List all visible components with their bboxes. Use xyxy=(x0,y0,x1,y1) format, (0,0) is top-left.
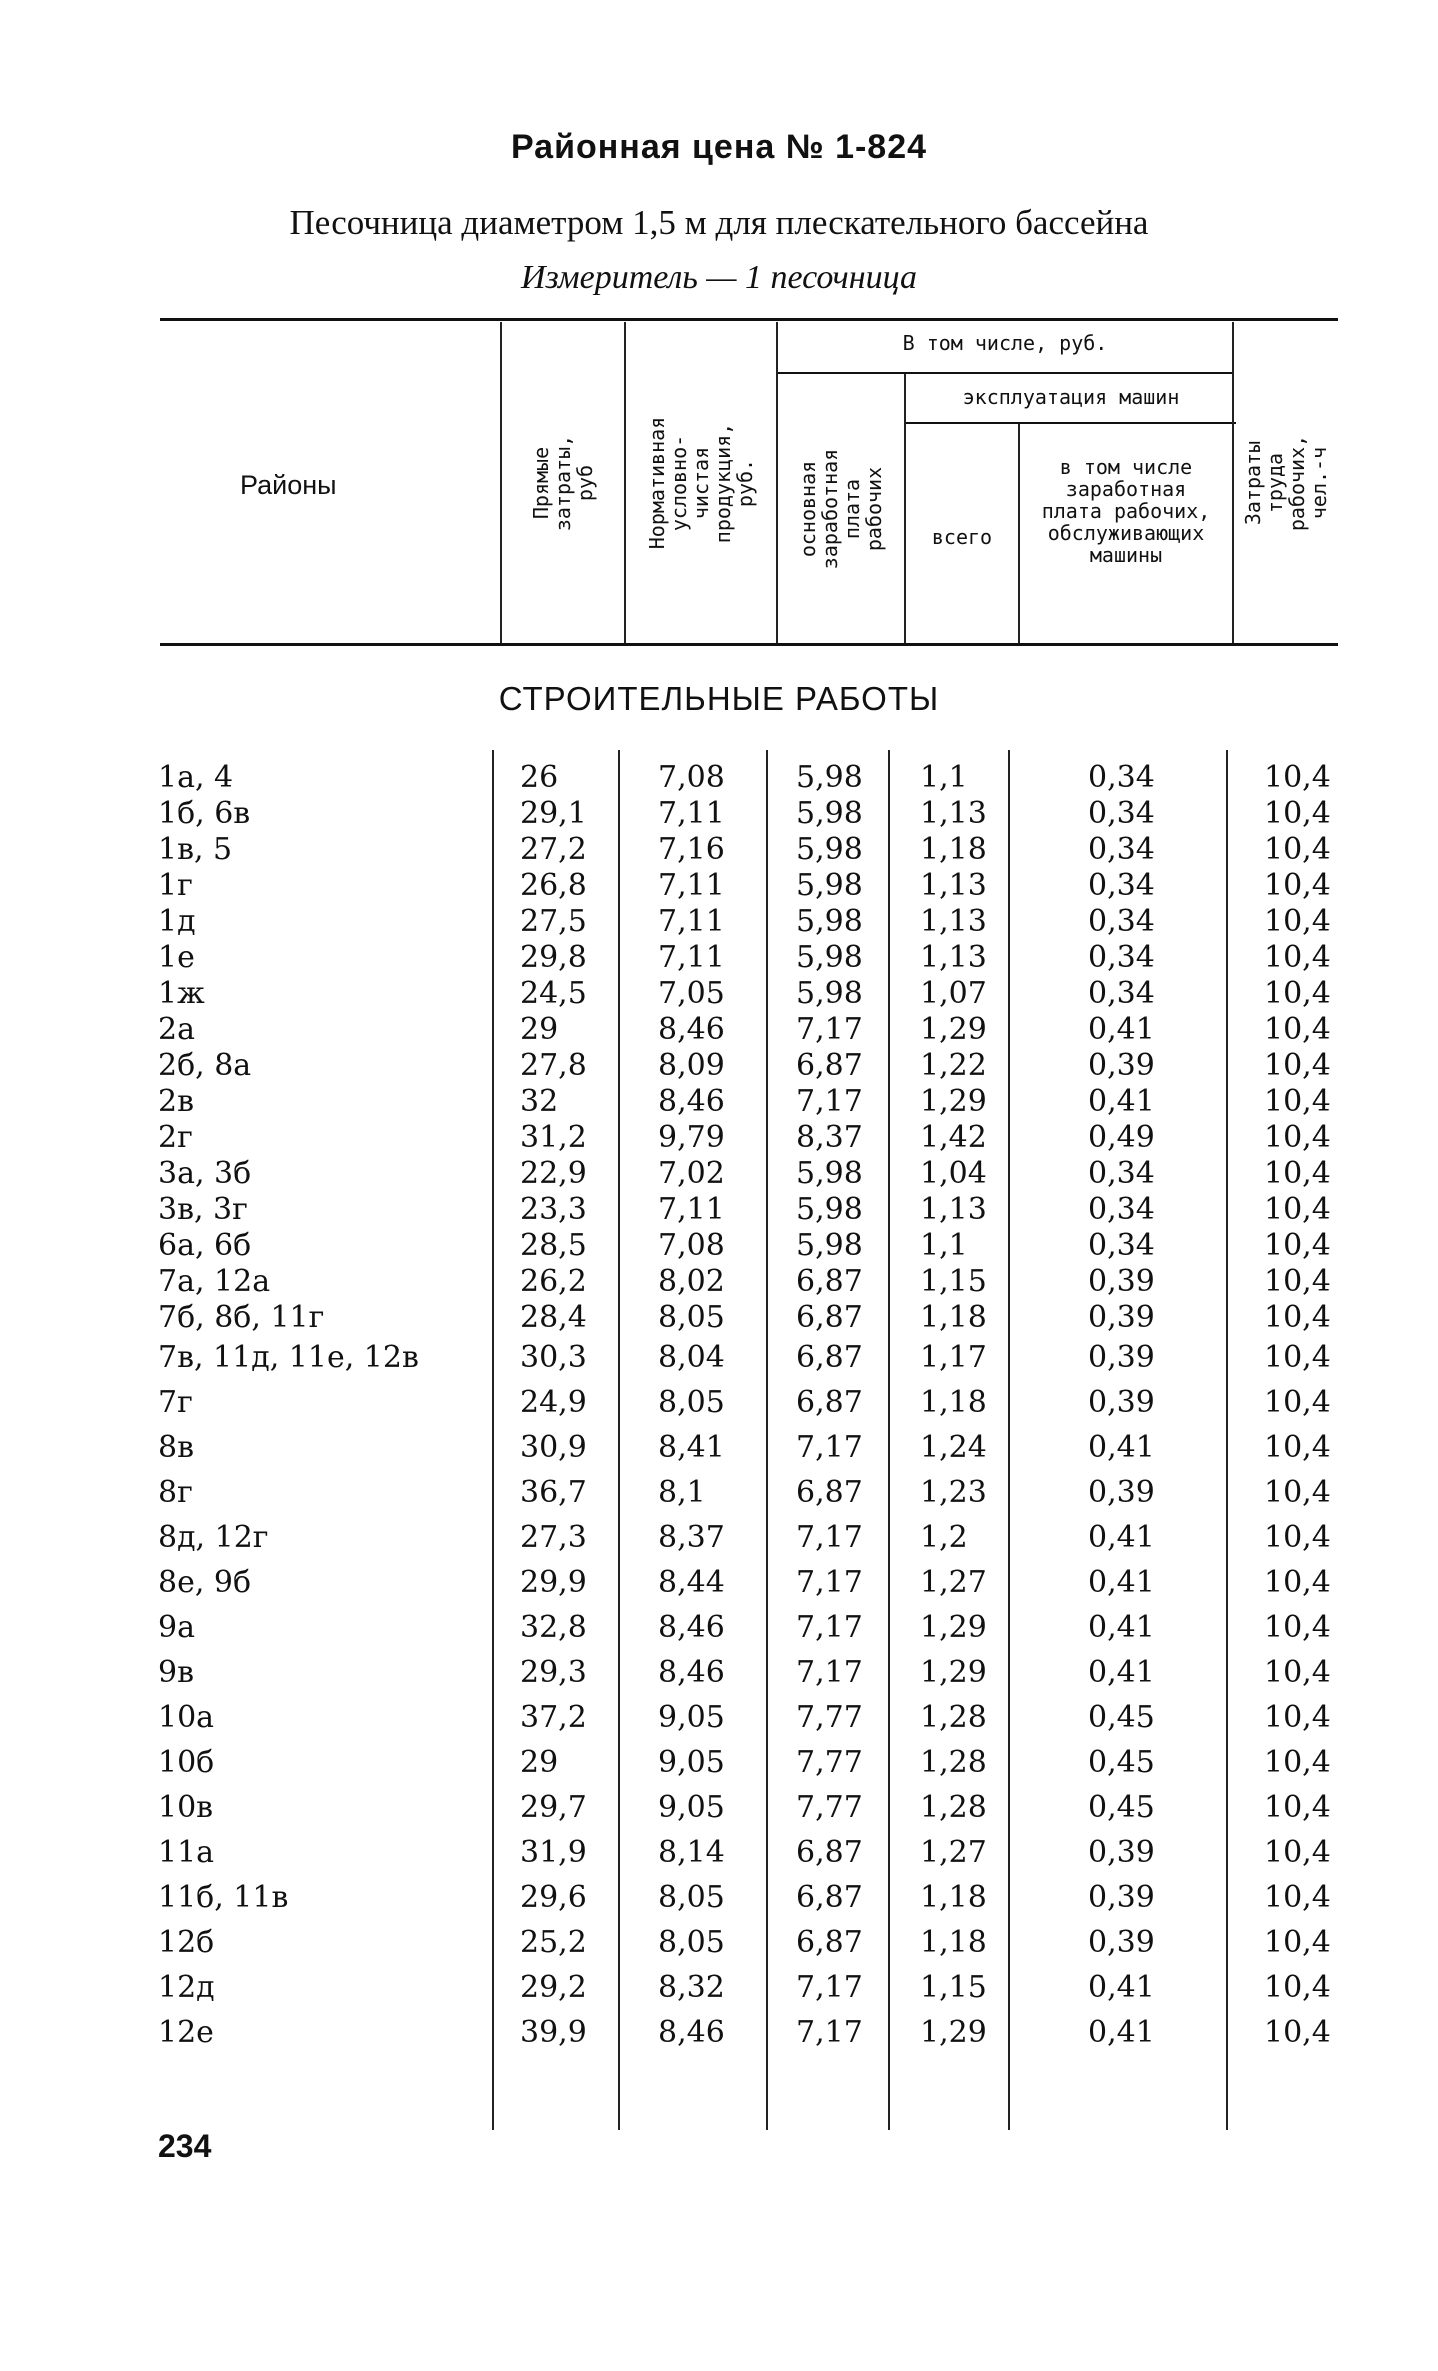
table-row xyxy=(158,1084,1338,1120)
value-cell: 1,24 xyxy=(920,1430,987,1465)
value-cell: 37,2 xyxy=(520,1700,587,1735)
value-cell: 7,16 xyxy=(658,832,725,867)
region-cell: 8в xyxy=(158,1430,194,1465)
region-cell: 1е xyxy=(158,940,195,975)
value-cell: 10,4 xyxy=(1264,1156,1331,1191)
value-cell: 5,98 xyxy=(796,868,863,903)
value-cell: 8,32 xyxy=(658,1970,725,2005)
value-cell: 10,4 xyxy=(1264,1340,1331,1375)
value-cell: 10,4 xyxy=(1264,1192,1331,1227)
value-cell: 27,8 xyxy=(520,1048,587,1083)
table-row xyxy=(158,1651,1338,1696)
table-row xyxy=(158,1426,1338,1471)
value-cell: 10,4 xyxy=(1264,1264,1331,1299)
value-cell: 29,8 xyxy=(520,940,587,975)
normative-header xyxy=(626,324,776,641)
value-cell: 0,39 xyxy=(1088,1925,1155,1960)
price-title: Районная цена № 1-824 xyxy=(510,128,928,166)
region-cell: 8е, 9б xyxy=(158,1565,252,1600)
table-row xyxy=(158,796,1338,832)
value-cell: 0,39 xyxy=(1088,1048,1155,1083)
value-cell: 10,4 xyxy=(1264,1300,1331,1335)
prices-table xyxy=(158,760,1338,2056)
value-cell: 8,46 xyxy=(658,1084,725,1119)
value-cell: 1,1 xyxy=(920,1228,968,1263)
value-cell: 29,2 xyxy=(520,1970,587,2005)
including-header: В том числе, руб. xyxy=(902,331,1108,355)
value-cell: 1,18 xyxy=(920,1880,987,1915)
value-cell: 0,34 xyxy=(1088,760,1155,795)
value-cell: 10,4 xyxy=(1264,904,1331,939)
value-cell: 7,17 xyxy=(796,1565,863,1600)
table-row xyxy=(158,1876,1338,1921)
page-number: 234 xyxy=(158,2128,212,2164)
value-cell: 0,41 xyxy=(1088,1012,1155,1047)
value-cell: 0,34 xyxy=(1088,1156,1155,1191)
value-cell: 1,13 xyxy=(920,1192,987,1227)
value-cell: 6,87 xyxy=(796,1925,863,1960)
region-cell: 12б xyxy=(158,1925,215,1960)
value-cell: 1,15 xyxy=(920,1264,987,1299)
region-cell: 7б, 8б, 11г xyxy=(158,1300,325,1335)
value-cell: 8,37 xyxy=(796,1120,863,1155)
table-row xyxy=(158,1471,1338,1516)
table-row xyxy=(158,2011,1338,2056)
region-cell: 9а xyxy=(158,1610,195,1645)
value-cell: 0,34 xyxy=(1088,832,1155,867)
table-row xyxy=(158,976,1338,1012)
value-cell: 10,4 xyxy=(1264,940,1331,975)
value-cell: 8,05 xyxy=(658,1385,725,1420)
value-cell: 10,4 xyxy=(1264,976,1331,1011)
value-cell: 7,17 xyxy=(796,1655,863,1690)
value-cell: 7,08 xyxy=(658,760,725,795)
value-cell: 7,17 xyxy=(796,1520,863,1555)
table-row xyxy=(158,1228,1338,1264)
value-cell: 7,17 xyxy=(796,1970,863,2005)
value-cell: 10,4 xyxy=(1264,1655,1331,1690)
value-cell: 0,49 xyxy=(1088,1120,1155,1155)
value-cell: 8,46 xyxy=(658,2015,725,2050)
value-cell: 8,05 xyxy=(658,1300,725,1335)
region-cell: 2а xyxy=(158,1012,195,1047)
table-row xyxy=(158,1192,1338,1228)
value-cell: 1,2 xyxy=(920,1520,968,1555)
value-cell: 9,05 xyxy=(658,1745,725,1780)
region-cell: 1д xyxy=(158,904,196,939)
value-cell: 0,41 xyxy=(1088,2015,1155,2050)
labor-label: Затраты труда рабочих, чел.-ч xyxy=(1241,434,1331,531)
value-cell: 24,9 xyxy=(520,1385,587,1420)
value-cell: 26,8 xyxy=(520,868,587,903)
value-cell: 10,4 xyxy=(1264,1565,1331,1600)
value-cell: 10,4 xyxy=(1264,1970,1331,2005)
table-row xyxy=(158,904,1338,940)
region-cell: 1б, 6в xyxy=(158,796,251,831)
value-cell: 8,37 xyxy=(658,1520,725,1555)
value-cell: 0,41 xyxy=(1088,1655,1155,1690)
value-cell: 8,41 xyxy=(658,1430,725,1465)
value-cell: 7,08 xyxy=(658,1228,725,1263)
value-cell: 10,4 xyxy=(1264,1880,1331,1915)
region-cell: 10а xyxy=(158,1700,215,1735)
value-cell: 5,98 xyxy=(796,1228,863,1263)
table-row xyxy=(158,1921,1338,1966)
value-cell: 29 xyxy=(520,1745,559,1780)
value-cell: 6,87 xyxy=(796,1880,863,1915)
base-salary-label: основная заработная плата рабочих xyxy=(796,448,886,569)
table-row xyxy=(158,832,1338,868)
value-cell: 10,4 xyxy=(1264,1048,1331,1083)
value-cell: 7,02 xyxy=(658,1156,725,1191)
table-row xyxy=(158,868,1338,904)
table-row xyxy=(158,1048,1338,1084)
value-cell: 8,46 xyxy=(658,1655,725,1690)
value-cell: 26,2 xyxy=(520,1264,587,1299)
value-cell: 25,2 xyxy=(520,1925,587,1960)
header-top-rule xyxy=(160,318,1338,321)
value-cell: 0,39 xyxy=(1088,1835,1155,1870)
value-cell: 22,9 xyxy=(520,1156,587,1191)
value-cell: 30,9 xyxy=(520,1430,587,1465)
table-row xyxy=(158,1561,1338,1606)
region-cell: 8г xyxy=(158,1475,193,1510)
value-cell: 29,6 xyxy=(520,1880,587,1915)
region-cell: 1г xyxy=(158,868,193,903)
value-cell: 10,4 xyxy=(1264,1475,1331,1510)
value-cell: 29,1 xyxy=(520,796,587,831)
value-cell: 0,41 xyxy=(1088,1610,1155,1645)
value-cell: 29,7 xyxy=(520,1790,587,1825)
value-cell: 7,17 xyxy=(796,1610,863,1645)
table-row xyxy=(158,1786,1338,1831)
value-cell: 1,29 xyxy=(920,2015,987,2050)
table-row xyxy=(158,1381,1338,1426)
value-cell: 6,87 xyxy=(796,1340,863,1375)
table-row xyxy=(158,1264,1338,1300)
region-cell: 9в xyxy=(158,1655,194,1690)
value-cell: 0,41 xyxy=(1088,1084,1155,1119)
incl-salary-header: в том числе заработная плата рабочих, обслуживающих машины xyxy=(1041,455,1211,567)
value-cell: 24,5 xyxy=(520,976,587,1011)
value-cell: 0,45 xyxy=(1088,1745,1155,1780)
value-cell: 10,4 xyxy=(1264,1084,1331,1119)
value-cell: 10,4 xyxy=(1264,1700,1331,1735)
region-cell: 10в xyxy=(158,1790,214,1825)
value-cell: 6,87 xyxy=(796,1475,863,1510)
value-cell: 0,39 xyxy=(1088,1385,1155,1420)
value-cell: 1,15 xyxy=(920,1970,987,2005)
value-cell: 7,17 xyxy=(796,1084,863,1119)
value-cell: 7,11 xyxy=(658,796,725,831)
value-cell: 28,5 xyxy=(520,1228,587,1263)
table-row xyxy=(158,1696,1338,1741)
value-cell: 7,11 xyxy=(658,940,725,975)
table-row xyxy=(158,1516,1338,1561)
value-cell: 0,41 xyxy=(1088,1520,1155,1555)
value-cell: 1,42 xyxy=(920,1120,987,1155)
direct-costs-header xyxy=(502,324,624,641)
value-cell: 1,27 xyxy=(920,1565,987,1600)
table-row xyxy=(158,760,1338,796)
value-cell: 1,23 xyxy=(920,1475,987,1510)
value-cell: 8,05 xyxy=(658,1925,725,1960)
value-cell: 1,28 xyxy=(920,1700,987,1735)
region-cell: 2б, 8а xyxy=(158,1048,252,1083)
value-cell: 0,39 xyxy=(1088,1300,1155,1335)
region-cell: 3в, 3г xyxy=(158,1192,248,1227)
value-cell: 5,98 xyxy=(796,940,863,975)
value-cell: 0,41 xyxy=(1088,1430,1155,1465)
region-cell: 11а xyxy=(158,1835,215,1870)
region-cell: 1ж xyxy=(158,976,205,1011)
region-cell: 7в, 11д, 11е, 12в xyxy=(158,1340,419,1375)
table-row xyxy=(158,1300,1338,1336)
value-cell: 1,13 xyxy=(920,904,987,939)
region-cell: 2в xyxy=(158,1084,194,1119)
value-cell: 0,34 xyxy=(1088,1192,1155,1227)
value-cell: 5,98 xyxy=(796,796,863,831)
region-cell: 12д xyxy=(158,1970,215,2005)
value-cell: 0,41 xyxy=(1088,1565,1155,1600)
value-cell: 1,18 xyxy=(920,1925,987,1960)
value-cell: 1,28 xyxy=(920,1745,987,1780)
value-cell: 0,39 xyxy=(1088,1880,1155,1915)
value-cell: 1,29 xyxy=(920,1084,987,1119)
labor-header xyxy=(1234,324,1338,641)
value-cell: 8,05 xyxy=(658,1880,725,1915)
value-cell: 29,9 xyxy=(520,1565,587,1600)
value-cell: 0,34 xyxy=(1088,1228,1155,1263)
value-cell: 7,17 xyxy=(796,1430,863,1465)
value-cell: 26 xyxy=(520,760,559,795)
region-cell: 3а, 3б xyxy=(158,1156,252,1191)
value-cell: 31,9 xyxy=(520,1835,587,1870)
value-cell: 0,39 xyxy=(1088,1264,1155,1299)
direct-costs-label: Прямые затраты, руб xyxy=(529,434,597,531)
section-title: СТРОИТЕЛЬНЫЕ РАБОТЫ xyxy=(498,680,940,717)
measure-unit: Измеритель — 1 песочница xyxy=(520,259,918,296)
normative-label: Нормативная условно-чистая продукция, руб. xyxy=(645,416,757,549)
value-cell: 7,11 xyxy=(658,904,725,939)
value-cell: 7,17 xyxy=(796,2015,863,2050)
value-cell: 0,41 xyxy=(1088,1970,1155,2005)
value-cell: 6,87 xyxy=(796,1300,863,1335)
value-cell: 7,77 xyxy=(796,1745,863,1780)
value-cell: 36,7 xyxy=(520,1475,587,1510)
header-divider xyxy=(1018,424,1020,643)
value-cell: 7,11 xyxy=(658,1192,725,1227)
value-cell: 1,07 xyxy=(920,976,987,1011)
value-cell: 1,29 xyxy=(920,1610,987,1645)
value-cell: 1,13 xyxy=(920,868,987,903)
value-cell: 32 xyxy=(520,1084,559,1119)
region-cell: 1в, 5 xyxy=(158,832,233,867)
value-cell: 6,87 xyxy=(796,1264,863,1299)
value-cell: 1,28 xyxy=(920,1790,987,1825)
value-cell: 9,05 xyxy=(658,1700,725,1735)
machines-rule xyxy=(906,422,1236,424)
value-cell: 6,87 xyxy=(796,1385,863,1420)
region-cell: 12е xyxy=(158,2015,214,2050)
value-cell: 10,4 xyxy=(1264,2015,1331,2050)
value-cell: 0,34 xyxy=(1088,940,1155,975)
value-cell: 7,17 xyxy=(796,1012,863,1047)
value-cell: 9,05 xyxy=(658,1790,725,1825)
value-cell: 9,79 xyxy=(658,1120,725,1155)
value-cell: 10,4 xyxy=(1264,1520,1331,1555)
value-cell: 7,77 xyxy=(796,1790,863,1825)
value-cell: 0,45 xyxy=(1088,1700,1155,1735)
value-cell: 1,18 xyxy=(920,832,987,867)
value-cell: 10,4 xyxy=(1264,796,1331,831)
value-cell: 8,09 xyxy=(658,1048,725,1083)
value-cell: 10,4 xyxy=(1264,832,1331,867)
value-cell: 5,98 xyxy=(796,904,863,939)
value-cell: 0,39 xyxy=(1088,1340,1155,1375)
value-cell: 32,8 xyxy=(520,1610,587,1645)
value-cell: 10,4 xyxy=(1264,868,1331,903)
value-cell: 39,9 xyxy=(520,2015,587,2050)
value-cell: 1,04 xyxy=(920,1156,987,1191)
value-cell: 5,98 xyxy=(796,832,863,867)
region-cell: 7г xyxy=(158,1385,193,1420)
value-cell: 5,98 xyxy=(796,1192,863,1227)
value-cell: 10,4 xyxy=(1264,760,1331,795)
value-cell: 1,1 xyxy=(920,760,968,795)
region-cell: 7а, 12а xyxy=(158,1264,271,1299)
value-cell: 10,4 xyxy=(1264,1925,1331,1960)
value-cell: 27,2 xyxy=(520,832,587,867)
value-cell: 1,29 xyxy=(920,1012,987,1047)
value-cell: 0,34 xyxy=(1088,868,1155,903)
value-cell: 8,04 xyxy=(658,1340,725,1375)
value-cell: 23,3 xyxy=(520,1192,587,1227)
value-cell: 8,1 xyxy=(658,1475,706,1510)
region-cell: 11б, 11в xyxy=(158,1880,289,1915)
value-cell: 1,13 xyxy=(920,796,987,831)
value-cell: 10,4 xyxy=(1264,1012,1331,1047)
value-cell: 10,4 xyxy=(1264,1385,1331,1420)
value-cell: 6,87 xyxy=(796,1048,863,1083)
value-cell: 1,27 xyxy=(920,1835,987,1870)
header-bottom-rule xyxy=(160,643,1338,646)
value-cell: 7,11 xyxy=(658,868,725,903)
table-row xyxy=(158,1741,1338,1786)
value-cell: 28,4 xyxy=(520,1300,587,1335)
value-cell: 10,4 xyxy=(1264,1790,1331,1825)
value-cell: 27,3 xyxy=(520,1520,587,1555)
value-cell: 10,4 xyxy=(1264,1745,1331,1780)
value-cell: 8,46 xyxy=(658,1610,725,1645)
machine-operation-header: эксплуатация машин xyxy=(962,385,1180,409)
region-cell: 6а, 6б xyxy=(158,1228,252,1263)
table-row xyxy=(158,1966,1338,2011)
region-cell: 10б xyxy=(158,1745,215,1780)
value-cell: 29 xyxy=(520,1012,559,1047)
value-cell: 7,77 xyxy=(796,1700,863,1735)
price-subtitle: Песочница диаметром 1,5 м для плескательного бассейна xyxy=(289,203,1149,242)
table-row xyxy=(158,1336,1338,1381)
region-cell: 2г xyxy=(158,1120,193,1155)
value-cell: 5,98 xyxy=(796,1156,863,1191)
table-row xyxy=(158,1120,1338,1156)
value-cell: 1,17 xyxy=(920,1340,987,1375)
value-cell: 30,3 xyxy=(520,1340,587,1375)
value-cell: 6,87 xyxy=(796,1835,863,1870)
value-cell: 0,45 xyxy=(1088,1790,1155,1825)
value-cell: 10,4 xyxy=(1264,1610,1331,1645)
value-cell: 27,5 xyxy=(520,904,587,939)
value-cell: 0,39 xyxy=(1088,1475,1155,1510)
table-row xyxy=(158,1606,1338,1651)
value-cell: 7,05 xyxy=(658,976,725,1011)
including-rule xyxy=(778,372,1232,374)
value-cell: 5,98 xyxy=(796,976,863,1011)
value-cell: 10,4 xyxy=(1264,1430,1331,1465)
value-cell: 1,18 xyxy=(920,1300,987,1335)
base-salary-header xyxy=(778,376,904,641)
table-row xyxy=(158,940,1338,976)
value-cell: 8,02 xyxy=(658,1264,725,1299)
value-cell: 10,4 xyxy=(1264,1228,1331,1263)
region-cell: 1а, 4 xyxy=(158,760,234,795)
value-cell: 5,98 xyxy=(796,760,863,795)
region-cell: 8д, 12г xyxy=(158,1520,269,1555)
value-cell: 1,18 xyxy=(920,1385,987,1420)
value-cell: 0,34 xyxy=(1088,904,1155,939)
table-row xyxy=(158,1012,1338,1048)
value-cell: 29,3 xyxy=(520,1655,587,1690)
value-cell: 1,22 xyxy=(920,1048,987,1083)
header-divider xyxy=(904,374,906,643)
regions-header: Районы xyxy=(240,470,337,500)
value-cell: 10,4 xyxy=(1264,1120,1331,1155)
total-header: всего xyxy=(931,525,993,549)
value-cell: 31,2 xyxy=(520,1120,587,1155)
value-cell: 10,4 xyxy=(1264,1835,1331,1870)
value-cell: 8,44 xyxy=(658,1565,725,1600)
value-cell: 8,46 xyxy=(658,1012,725,1047)
value-cell: 1,29 xyxy=(920,1655,987,1690)
table-row xyxy=(158,1156,1338,1192)
value-cell: 0,34 xyxy=(1088,796,1155,831)
table-row xyxy=(158,1831,1338,1876)
value-cell: 0,34 xyxy=(1088,976,1155,1011)
value-cell: 8,14 xyxy=(658,1835,725,1870)
value-cell: 1,13 xyxy=(920,940,987,975)
